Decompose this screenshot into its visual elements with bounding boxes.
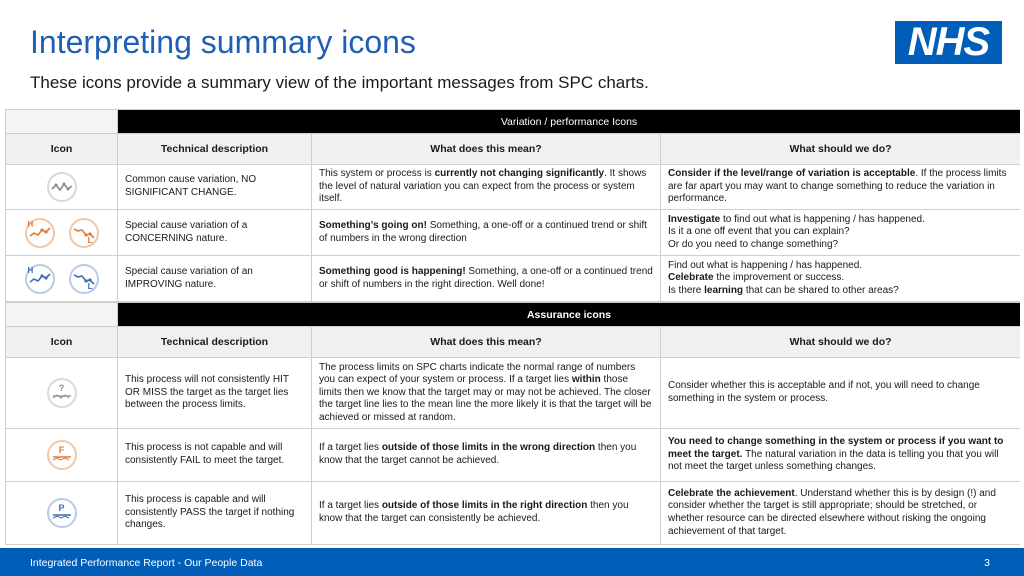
assurance-banner-row bbox=[6, 302, 1020, 327]
banner-spacer bbox=[6, 110, 118, 133]
meaning-text: Something good is happening! Something, a one-off or a continued trend or shift of numbers in the right direction. Well done! bbox=[312, 256, 661, 301]
footer-text: Integrated Performance Report - Our People Data bbox=[30, 557, 263, 569]
assurance-header-row bbox=[6, 327, 1020, 358]
technical-description: Special cause variation of a CONCERNING nature. bbox=[118, 210, 312, 255]
technical-description: This process is not capable and will consistently FAIL to meet the target. bbox=[118, 429, 312, 481]
table-row bbox=[6, 482, 1020, 545]
meaning-text: This system or process is currently not changing significantly. It shows the level of natural variation you can expect from the process or system itself. bbox=[312, 165, 661, 209]
footer-bar bbox=[0, 548, 1024, 576]
improving-low-icon: L bbox=[69, 264, 99, 294]
action-text: Consider if the level/range of variation is acceptable. If the process limits are far apart you may want to change something to reduce the variation in performance. bbox=[668, 168, 1007, 205]
technical-description: Special cause variation of an IMPROVING nature. bbox=[118, 256, 312, 301]
technical-description: This process will not consistently HIT OR MISS the target as the target lies between the process limits. bbox=[118, 358, 312, 428]
header-action: What should we do? bbox=[789, 142, 892, 155]
variation-banner: Variation / performance Icons bbox=[118, 110, 1020, 133]
icon-cell bbox=[6, 210, 118, 255]
table-row bbox=[6, 358, 1020, 429]
header-icon: Icon bbox=[6, 134, 118, 164]
icon-cell bbox=[6, 482, 118, 544]
hit-or-miss-icon: ? bbox=[47, 378, 77, 408]
meaning-text: If a target lies outside of those limits in the wrong direction then you know that the target cannot be achieved. bbox=[312, 429, 661, 481]
concerning-high-icon: H bbox=[25, 218, 55, 248]
common-cause-variation-icon bbox=[47, 172, 77, 202]
table-row bbox=[6, 256, 1020, 302]
icon-cell bbox=[6, 358, 118, 428]
action-text: You need to change something in the system or process if you want to meet the target. The natural variation in the data is telling you that you will not meet the target unless something changes. bbox=[668, 436, 1004, 473]
header-action: What should we do? bbox=[789, 335, 892, 348]
icon-cell bbox=[6, 429, 118, 481]
icon-key-table bbox=[5, 109, 1019, 545]
page-number: 3 bbox=[984, 557, 990, 569]
banner-spacer bbox=[6, 303, 118, 326]
consistently-pass-icon: P bbox=[47, 498, 77, 528]
icon-cell bbox=[6, 256, 118, 301]
action-text: Celebrate the achievement. Understand whether this is by design (!) and consider whether the target is still appropriate; should be stretched, or whether resource can be directed elsewhere without risking the ongoing achievement of that target. bbox=[668, 487, 996, 537]
meaning-text: Something’s going on! Something, a one-off or a continued trend or shift of numbers in the wrong direction bbox=[312, 210, 661, 255]
table-row bbox=[6, 165, 1020, 210]
improving-high-icon: H bbox=[25, 264, 55, 294]
meaning-text: If a target lies outside of those limits in the right direction then you know that the target can consistently be achieved. bbox=[312, 482, 661, 544]
header-meaning: What does this mean? bbox=[312, 134, 661, 164]
technical-description: Common cause variation, NO SIGNIFICANT CHANGE. bbox=[118, 165, 312, 209]
page-title: Interpreting summary icons bbox=[30, 24, 416, 60]
page-subtitle: These icons provide a summary view of the important messages from SPC charts. bbox=[30, 73, 649, 92]
nhs-logo: NHS bbox=[895, 21, 1002, 64]
icon-cell bbox=[6, 165, 118, 209]
action-text: Find out what is happening / has happened. Celebrate the improvement or success. Is there learning that can be shared to other areas? bbox=[668, 259, 899, 296]
technical-description: This process is capable and will consistently PASS the target if nothing changes. bbox=[118, 482, 312, 544]
header-technical: Technical description bbox=[118, 134, 312, 164]
action-text: Consider whether this is acceptable and if not, you will need to change something in the system or process. bbox=[668, 380, 980, 404]
variation-banner-row bbox=[6, 109, 1020, 134]
header-meaning: What does this mean? bbox=[312, 327, 661, 357]
header-icon: Icon bbox=[6, 327, 118, 357]
header-technical: Technical description bbox=[118, 327, 312, 357]
concerning-low-icon: L bbox=[69, 218, 99, 248]
action-text: Investigate to find out what is happening / has happened. Is it a one off event that you can explain? Or do you need to change something? bbox=[668, 213, 925, 250]
assurance-banner: Assurance icons bbox=[118, 303, 1020, 326]
variation-header-row bbox=[6, 134, 1020, 165]
table-row bbox=[6, 429, 1020, 482]
consistently-fail-icon: F bbox=[47, 440, 77, 470]
table-row bbox=[6, 210, 1020, 256]
meaning-text: The process limits on SPC charts indicate the normal range of numbers you can expect of your system or process. If a target lies within those limits then we know that the target may or may not be achieved. The closer the target line lies to the mean line the more likely it is that the target will be achieved or missed at random. bbox=[312, 358, 661, 428]
